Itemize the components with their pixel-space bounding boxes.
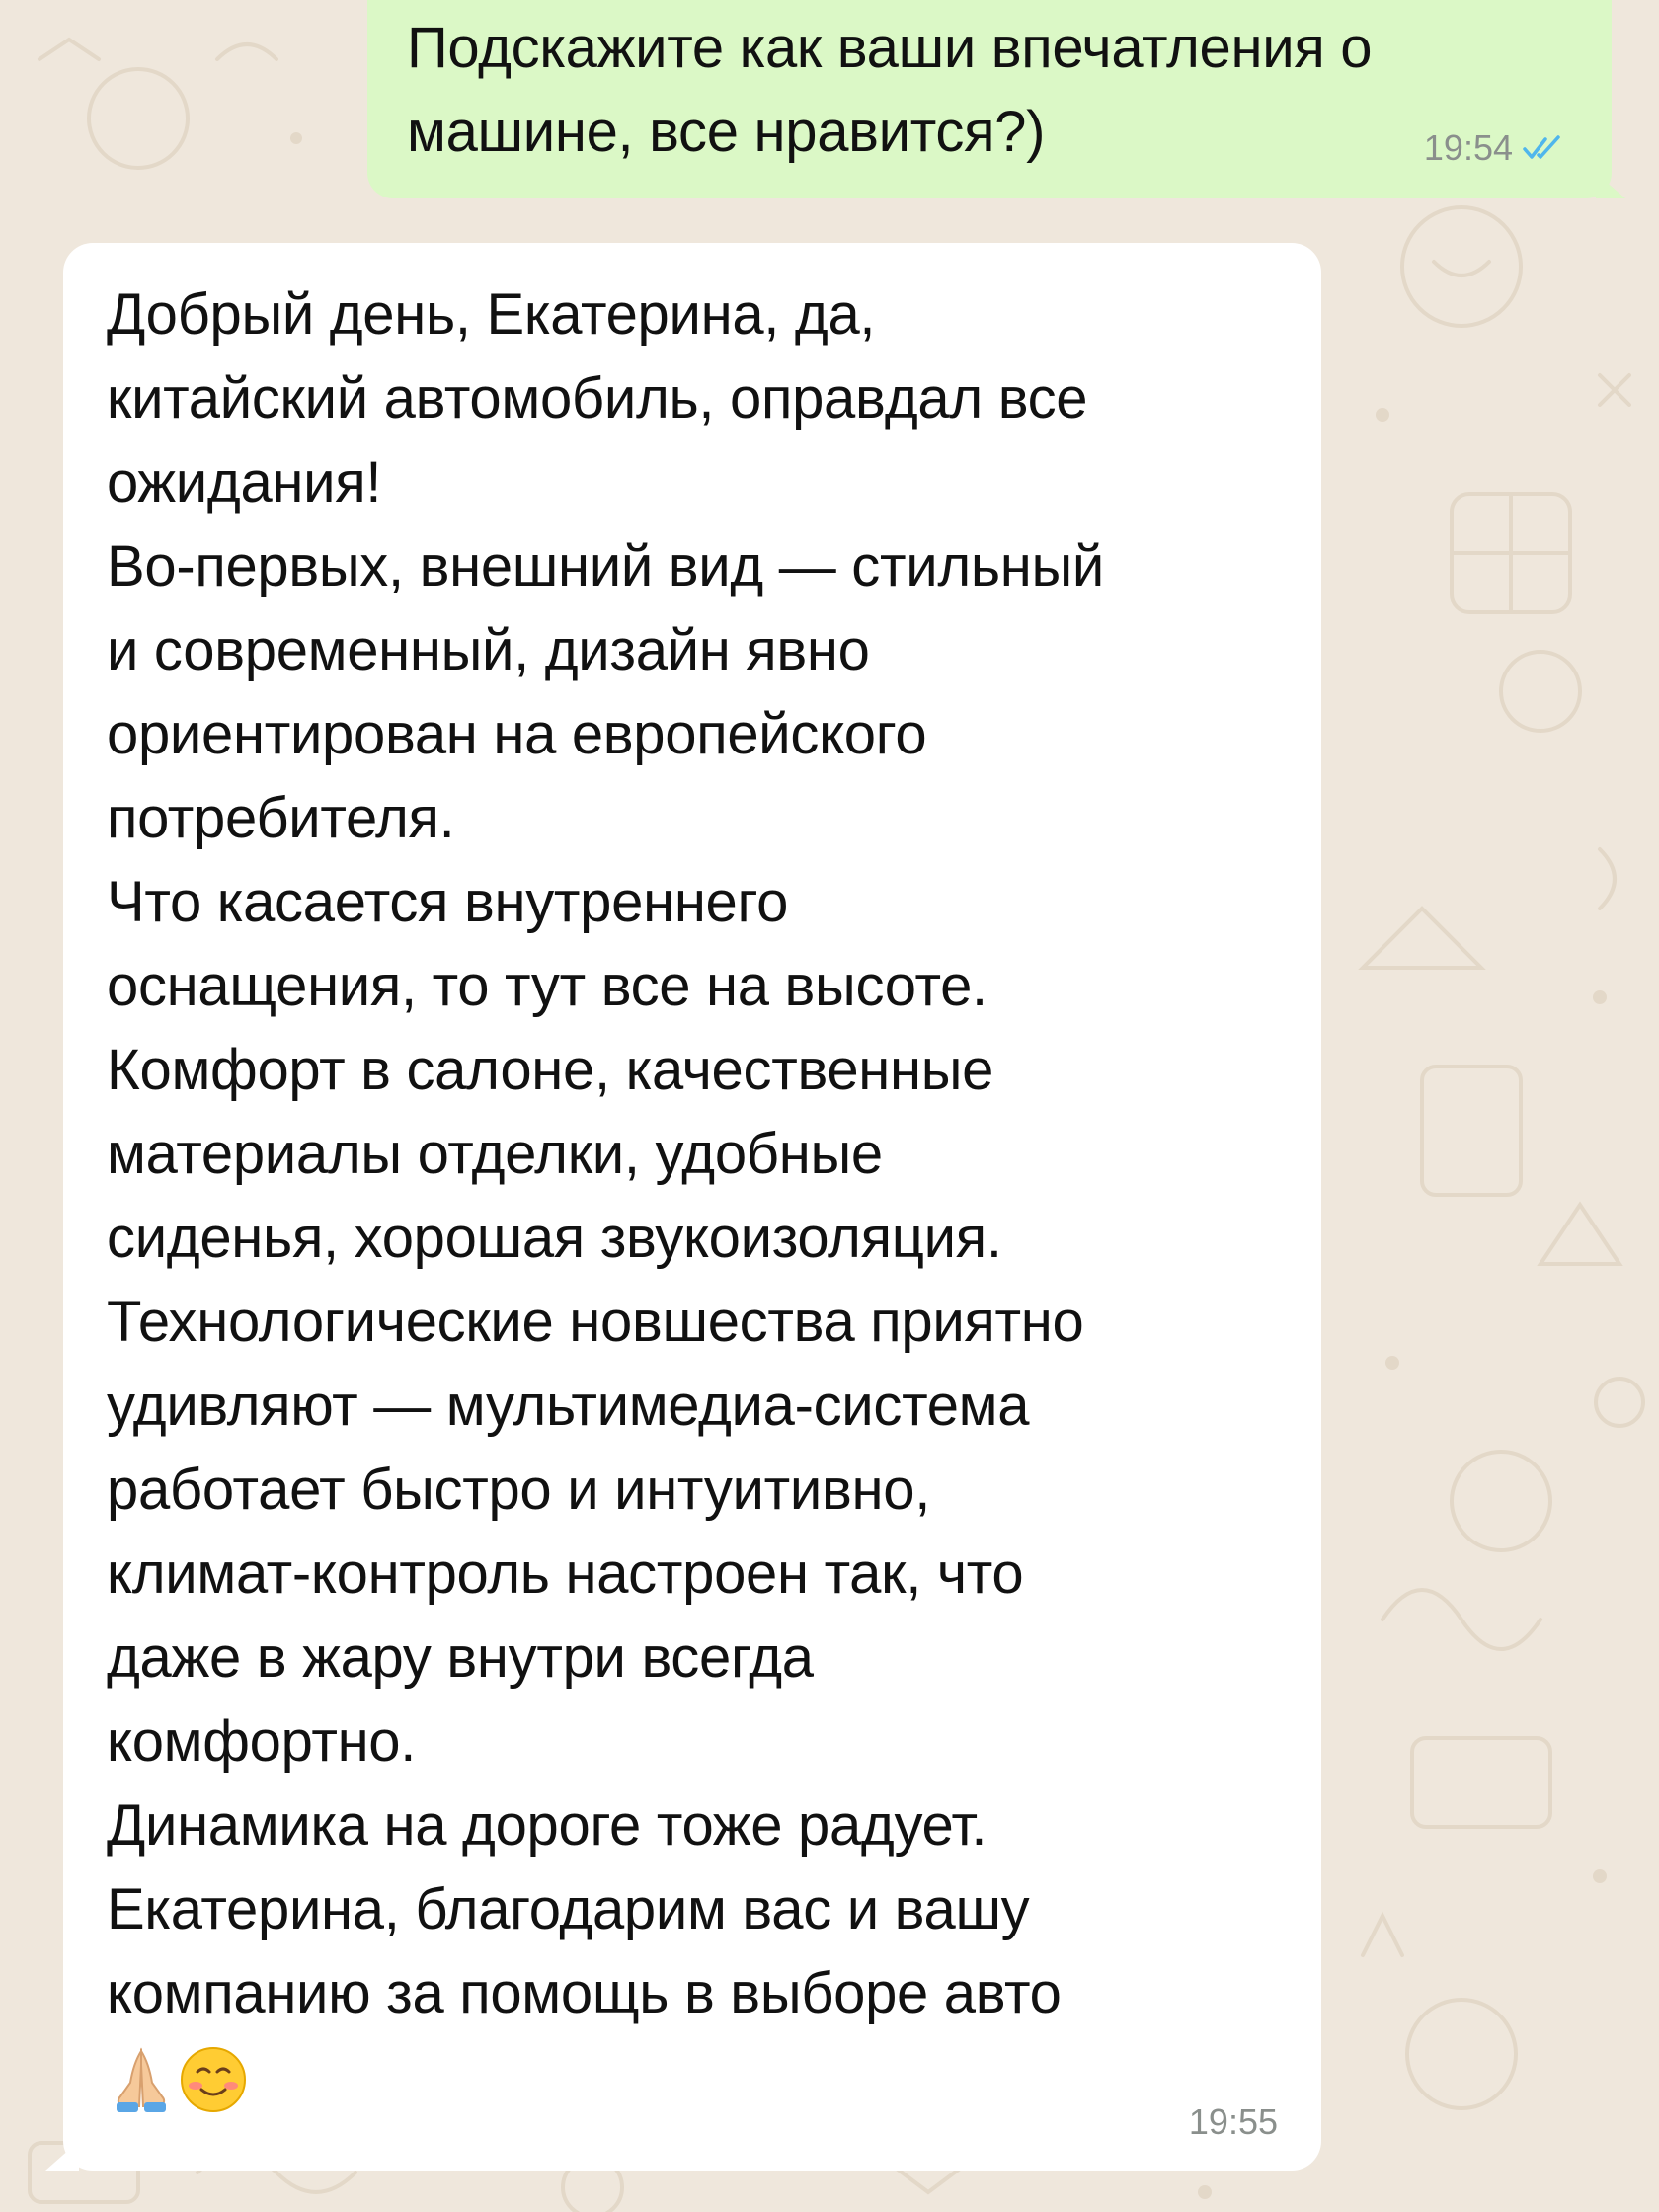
message-line: даже в жару внутри всегда [107,1625,814,1690]
message-line: китайский автомобиль, оправдал все [107,366,1088,431]
folded-hands-emoji [107,2045,176,2114]
message-line: Екатерина, благодарим вас и вашу [107,1877,1030,1941]
message-line: Динамика на дороге тоже радует. [107,1793,988,1857]
message-line: сиденья, хорошая звукоизоляция. [107,1206,1002,1270]
message-line: Во-первых, внешний вид — стильный [107,534,1104,598]
message-line: Комфорт в салоне, качественные [107,1038,994,1102]
message-line: и современный, дизайн явно [107,618,870,682]
message-line: Технологические новшества приятно [107,1290,1084,1354]
message-line: оснащения, то тут все на высоте. [107,954,988,1018]
message-line: Подскажите как ваши впечатления о [407,16,1373,80]
message-line: Что касается внутреннего [107,870,789,934]
message-line: компанию за помощь в выборе авто [107,1961,1062,2025]
outgoing-message-bubble[interactable] [367,0,1612,198]
emoji-row [107,2035,1272,2124]
outgoing-message-text [407,6,1533,174]
incoming-message-text [107,273,1272,2124]
message-line: Добрый день, Екатерина, да, [107,282,876,347]
bubble-tail [1596,173,1625,198]
incoming-message-meta [1189,2101,1278,2143]
double-check-icon [1521,133,1566,163]
message-line: ожидания! [107,450,382,514]
message-line: работает быстро и интуитивно, [107,1458,931,1522]
message-time: 19:54 [1423,127,1513,168]
message-line: машине, все нравится?) [407,100,1046,164]
message-line: ориентирован на европейского [107,702,927,766]
outgoing-message-meta [1424,127,1566,169]
message-line: удивляют — мультимедиа-система [107,1374,1030,1438]
message-line: комфортно. [107,1709,417,1774]
incoming-message-bubble[interactable] [63,243,1321,2171]
message-line: климат-контроль настроен так, что [107,1541,1024,1606]
message-line: материалы отделки, удобные [107,1122,883,1186]
message-time: 19:55 [1188,2101,1278,2142]
smiling-blushing-emoji [178,2044,249,2115]
bubble-tail [45,2141,79,2171]
message-line: потребителя. [107,786,455,850]
